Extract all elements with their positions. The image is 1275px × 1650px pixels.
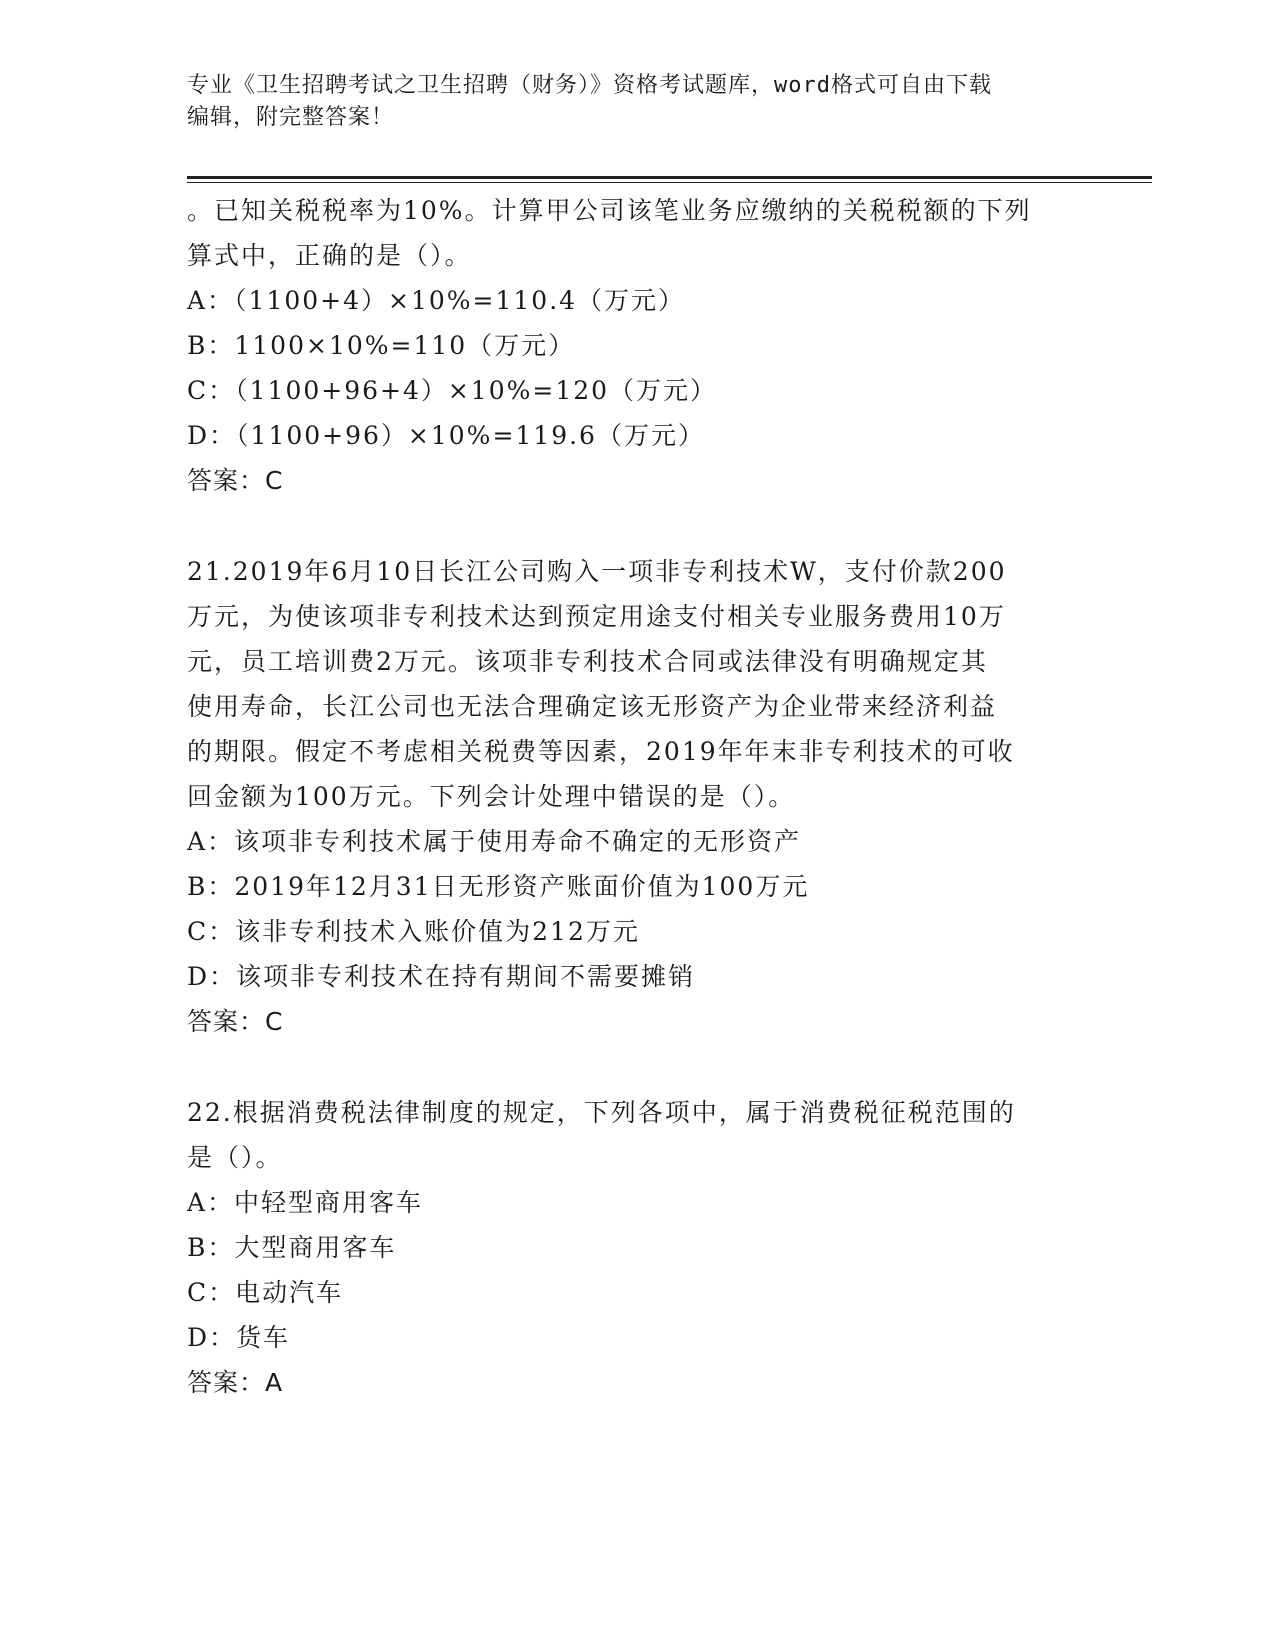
option-b: B：大型商用客车 — [187, 1233, 397, 1262]
option-d: D：（1100+96）×10%=119.6（万元） — [187, 421, 705, 450]
answer: 答案：C — [187, 1007, 284, 1036]
question-stem-line: 元，员工培训费2万元。该项非专利技术合同或法律没有明确规定其 — [187, 647, 988, 676]
question-stem-line: 的期限。假定不考虑相关税费等因素，2019年年末非专利技术的可收 — [187, 737, 1015, 766]
question-list — [187, 188, 1087, 1405]
header-divider-thin — [187, 182, 1152, 183]
answer: 答案：C — [187, 466, 284, 495]
header-line-2: 编辑，附完整答案！ — [187, 105, 395, 130]
option-b: B：2019年12月31日无形资产账面价值为100万元 — [187, 872, 810, 901]
question-stem-line: 。已知关税税率为10%。计算甲公司该笔业务应缴纳的关税税额的下列 — [187, 196, 1032, 225]
option-a: A：该项非专利技术属于使用寿命不确定的无形资产 — [187, 827, 802, 856]
answer: 答案：A — [187, 1368, 284, 1397]
question-stem-line: 使用寿命，长江公司也无法合理确定该无形资产为企业带来经济利益 — [187, 692, 998, 721]
document-header — [187, 70, 1067, 134]
question-stem-line: 万元，为使该项非专利技术达到预定用途支付相关专业服务费用10万 — [187, 602, 1006, 631]
option-c: C：（1100+96+4）×10%=120（万元） — [187, 376, 718, 405]
question-22 — [187, 1090, 1087, 1405]
option-d: D：该项非专利技术在持有期间不需要摊销 — [187, 962, 696, 991]
option-c: C：该非专利技术入账价值为212万元 — [187, 917, 640, 946]
header-divider-thick — [187, 176, 1152, 179]
question-21 — [187, 549, 1087, 1044]
option-a: A：中轻型商用客车 — [187, 1188, 424, 1217]
question-20 — [187, 188, 1087, 503]
header-line-1: 专业《卫生招聘考试之卫生招聘（财务）》资格考试题库，word格式可自由下载 — [187, 73, 992, 98]
option-b: B：1100×10%=110（万元） — [187, 331, 576, 360]
question-stem-line: 是（）。 — [187, 1143, 283, 1172]
question-stem-line: 算式中，正确的是（）。 — [187, 241, 472, 270]
question-stem-line: 22.根据消费税法律制度的规定，下列各项中，属于消费税征税范围的 — [187, 1098, 1016, 1127]
option-c: C：电动汽车 — [187, 1278, 344, 1307]
question-stem-line: 21.2019年6月10日长江公司购入一项非专利技术W，支付价款200 — [187, 557, 1007, 586]
option-d: D：货车 — [187, 1323, 291, 1352]
question-stem-line: 回金额为100万元。下列会计处理中错误的是（）。 — [187, 782, 796, 811]
option-a: A：（1100+4）×10%=110.4（万元） — [187, 286, 686, 315]
